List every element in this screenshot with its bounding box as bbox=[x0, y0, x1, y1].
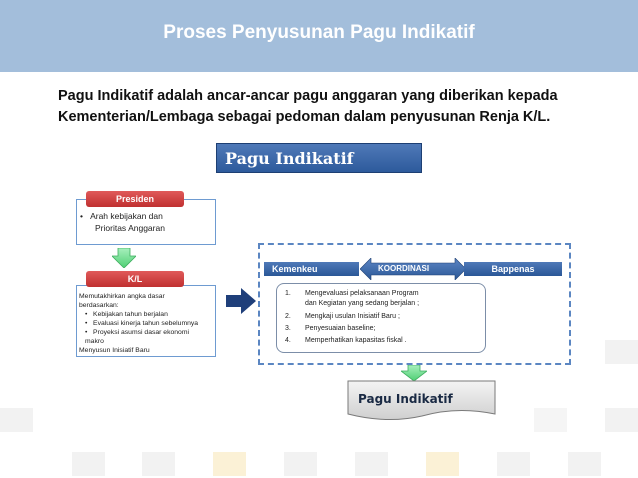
kl-footer: Menyusun Inisiatif Baru bbox=[79, 347, 150, 354]
decorative-square bbox=[72, 452, 105, 476]
pagu-indikatif-banner bbox=[216, 143, 422, 173]
coordination-items-box bbox=[276, 283, 486, 353]
kl-bullet-3: Proyeksi asumsi dasar ekonomi bbox=[93, 329, 189, 336]
presiden-header: Presiden bbox=[86, 191, 184, 207]
arrow-down-icon bbox=[112, 248, 136, 268]
kl-intro-1: Memutakhirkan angka dasar bbox=[79, 293, 165, 300]
bullet-icon: • bbox=[85, 311, 94, 318]
coordination-item-2: Mengkaji usulan Inisiatif Baru ; bbox=[305, 313, 400, 320]
kl-bullet-3-cont: makro bbox=[85, 338, 104, 345]
bappenas-tag: Bappenas bbox=[464, 262, 562, 276]
koordinasi-label: KOORDINASI bbox=[378, 264, 430, 273]
kl-body bbox=[79, 292, 198, 355]
item-number: 3. bbox=[285, 325, 291, 332]
decorative-square bbox=[568, 452, 601, 476]
coordination-item-4: Memperhatikan kapasitas fiskal . bbox=[305, 337, 407, 344]
decorative-square bbox=[355, 452, 388, 476]
presiden-bullet-1: Arah kebijakan dan bbox=[90, 211, 163, 221]
page-title: Proses Penyusunan Pagu Indikatif bbox=[163, 22, 475, 43]
decorative-square bbox=[426, 452, 459, 476]
decorative-square bbox=[284, 452, 317, 476]
kl-bullet-1: Kebijakan tahun berjalan bbox=[93, 311, 168, 318]
decorative-square bbox=[142, 452, 175, 476]
intro-paragraph bbox=[58, 86, 618, 128]
kemenkeu-tag: Kemenkeu bbox=[264, 262, 359, 276]
decorative-square bbox=[0, 408, 33, 432]
arrow-right-icon bbox=[226, 288, 256, 314]
decorative-square bbox=[605, 408, 638, 432]
bullet-icon: • bbox=[85, 320, 94, 327]
kl-bullet-2: Evaluasi kinerja tahun sebelumnya bbox=[93, 320, 199, 327]
bullet-icon: • bbox=[80, 211, 91, 221]
kl-header: K/L bbox=[86, 271, 184, 287]
item-number: 4. bbox=[285, 337, 291, 344]
decorative-square bbox=[534, 408, 567, 432]
decorative-square bbox=[605, 340, 638, 364]
presiden-bullet-1-cont: Prioritas Anggaran bbox=[95, 223, 165, 233]
coordination-item-1-cont: dan Kegiatan yang sedang berjalan ; bbox=[305, 300, 420, 307]
intro-line-2: Kementerian/Lembaga sebagai pedoman dalam penyusunan Renja K/L. bbox=[58, 109, 551, 125]
bullet-icon: • bbox=[85, 329, 94, 336]
item-number: 2. bbox=[285, 313, 291, 320]
arrow-down-icon bbox=[401, 365, 427, 381]
decorative-square bbox=[213, 452, 246, 476]
coordination-item-3: Penyesuaian baseline; bbox=[305, 325, 376, 332]
decorative-square bbox=[497, 452, 530, 476]
kl-intro-2: berdasarkan: bbox=[79, 302, 119, 309]
presiden-body bbox=[80, 210, 165, 234]
item-number: 1. bbox=[285, 290, 291, 297]
banner-title: Pagu Indikatif bbox=[225, 149, 354, 168]
coordination-item-1: Mengevaluasi pelaksanaan Program bbox=[305, 290, 419, 297]
pagu-indikatif-result: Pagu Indikatif bbox=[358, 392, 453, 406]
intro-line-1: Pagu Indikatif adalah ancar-ancar pagu anggaran yang diberikan kepada bbox=[58, 88, 558, 104]
